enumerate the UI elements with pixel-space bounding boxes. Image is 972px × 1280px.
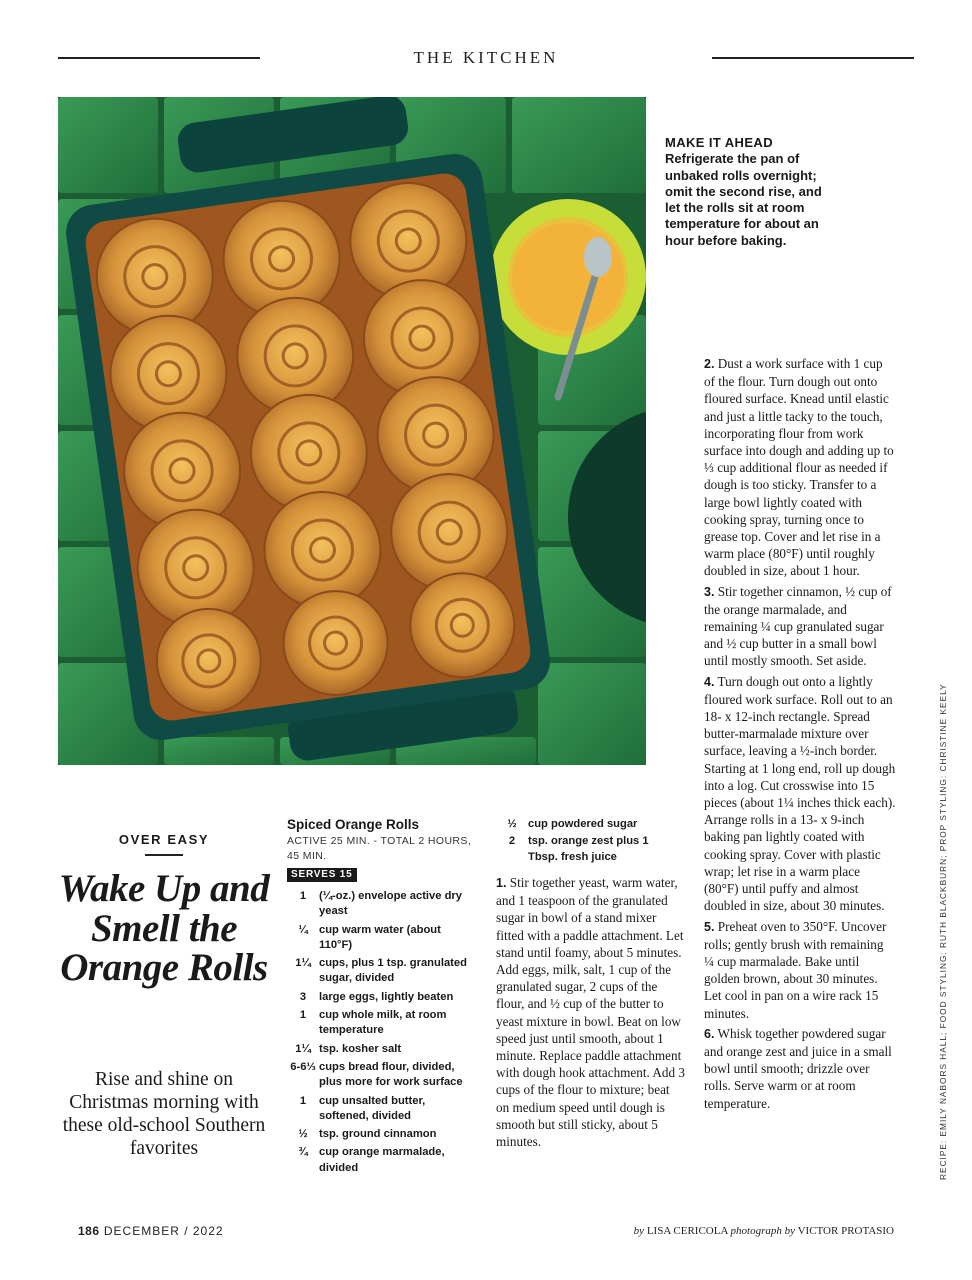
step [704, 1025, 896, 1112]
kicker: OVER EASY [118, 832, 210, 847]
photo-prefix: photograph by [730, 1225, 796, 1237]
ingredient-qty: 1¼ [295, 957, 311, 970]
ingredient-item [287, 923, 477, 954]
recipe-title: Spiced Orange Rolls [287, 817, 420, 832]
ingredient-item [496, 833, 666, 865]
ingredient-item [287, 1008, 477, 1039]
ingredient-item [287, 1127, 477, 1142]
recipe-header [287, 816, 477, 882]
photographer: VICTOR PROTASIO [797, 1225, 894, 1237]
steps-column-2 [704, 355, 896, 1115]
ingredient-text: cup unsalted butter, softened, divided [319, 1094, 426, 1122]
recipe-time: ACTIVE 25 MIN. - TOTAL 2 HOURS, 45 MIN. [287, 835, 472, 862]
step [704, 355, 896, 580]
steps-column-1 [496, 874, 686, 1153]
ingredient-item [287, 1042, 477, 1057]
step-text: Stir together yeast, warm water, and 1 teaspoon of the granulated sugar in bowl of a stand mixer fitted with a paddle attachment. Let stand until foamy, about 5 minutes. Add eggs, milk, salt, 1 cup of the granulated sugar, 2 cups of the flour, and ½ cup of the butter to yeast mixture in bowl. Beat on low speed just until smooth, about 1 minute. Replace paddle attachment with dough hook attachment. Add 3 cups of the flour to mixture; beat on medium speed until dough is smooth but still sticky, about 5 minutes. [496, 875, 685, 1150]
step-text: Stir together cinnamon, ½ cup of the orange marmalade, and remaining ¼ cup granulated sugar and ½ cup butter in a small bowl until mostly smooth. Set aside. [704, 583, 892, 669]
step-text: Preheat oven to 350°F. Uncover rolls; gently brush with remaining ¼ cup marmalade. Bake until golden brown, about 30 minutes. Let cool in pan on a wire rack 15 minutes. [704, 918, 887, 1021]
section-title: THE KITCHEN [413, 48, 559, 67]
step-text: Turn dough out onto a lightly floured work surface. Roll out to an 18- x 12-inch rectangle. Spread butter-marmalade mixture over surface, leaving a ½-inch border. Starting at 1 long end, roll up dough into a log. Cut crosswise into 15 pieces (about 1¼ inches thick each). Arrange rolls in a 13- x 9-inch baking pan lightly coated with cooking spray. Cover with plastic wrap; let rise in a warm place (80°F) until puffy and almost doubled in size, about 30 minutes. [704, 673, 896, 914]
page-number: 186 [78, 1224, 100, 1238]
folio [78, 1224, 224, 1238]
ingredient-qty: 1¼ [295, 1042, 311, 1055]
serves-badge: SERVES 15 [287, 868, 357, 882]
step [704, 583, 896, 670]
ingredient-qty: 1 [299, 1009, 307, 1022]
byline [634, 1225, 894, 1237]
ingredient-qty: 1 [299, 890, 307, 902]
photo-credits: RECIPE: EMILY NABORS HALL; FOOD STYLING: RUTH BLACKBURN; PROP STYLING: CHRISTINE KEELY [938, 683, 948, 1180]
step-number: 6. [704, 1026, 715, 1041]
ingredient-item [287, 889, 477, 920]
ingredient-qty: 2 [508, 835, 516, 847]
ingredient-item [287, 1094, 477, 1125]
step-number: 4. [704, 674, 715, 689]
ingredient-text: cup orange marmalade, divided [319, 1146, 445, 1174]
step [496, 874, 686, 1150]
make-ahead-note [665, 135, 835, 249]
ingredient-qty: ¾ [298, 1146, 308, 1159]
headline: Wake Up and Smell the Orange Rolls [58, 867, 270, 989]
ingredient-text: tsp. ground cinnamon [319, 1128, 437, 1141]
step-text: Whisk together powdered sugar and orange zest and juice in a small bowl until smooth; drizzle over rolls. Serve warm or at room temperature. [704, 1025, 892, 1111]
header-rule-right [712, 57, 914, 59]
ingredient-text: cups, plus 1 tsp. granulated sugar, divided [319, 957, 467, 985]
ingredient-text: cup warm water (about 110°F) [319, 923, 441, 951]
step-number: 5. [704, 919, 715, 934]
ingredient-text: cup whole milk, at room temperature [319, 1009, 447, 1037]
ingredient-qty: 1 [299, 1094, 307, 1107]
step [704, 918, 896, 1022]
author: LISA CERICOLA [646, 1225, 728, 1237]
ingredient-qty: ½ [298, 1128, 308, 1141]
ingredient-text: tsp. orange zest plus 1 Tbsp. fresh juice [528, 835, 649, 863]
ingredient-qty: ¼ [298, 923, 308, 936]
issue-date: DECEMBER / 2022 [103, 1224, 224, 1238]
make-ahead-heading: MAKE IT AHEAD [665, 135, 773, 150]
food-photo [58, 97, 646, 765]
ingredient-item [496, 816, 666, 832]
ingredient-item [287, 990, 477, 1005]
ingredient-text: large eggs, lightly beaten [319, 990, 454, 1003]
kicker-rule [145, 854, 183, 856]
step [704, 673, 896, 915]
ingredient-text: tsp. kosher salt [319, 1042, 402, 1055]
ingredient-qty: 6-6⅓ [290, 1060, 316, 1073]
ingredient-qty: ½ [507, 818, 517, 830]
step-number: 3. [704, 584, 715, 599]
step-number: 2. [704, 357, 715, 371]
dek: Rise and shine on Christmas morning with these old-school Southern favorites [62, 1069, 266, 1159]
ingredient-list-continued [496, 816, 666, 866]
ingredient-item [287, 956, 477, 987]
step-number: 1. [496, 876, 507, 890]
make-ahead-text: Refrigerate the pan of unbaked rolls overnight; omit the second rise, and let the rolls sit at room temperature for about an hour before baking. [665, 151, 822, 248]
ingredient-item [287, 1145, 477, 1176]
byline-prefix: by [633, 1225, 645, 1237]
ingredient-list [287, 889, 477, 1179]
ingredient-text: cups bread flour, divided, plus more for work surface [319, 1060, 463, 1089]
ingredient-text: (¼-oz.) envelope active dry yeast [319, 890, 462, 918]
ingredient-text: cup powdered sugar [528, 818, 638, 830]
step-text: Dust a work surface with 1 cup of the flour. Turn dough out onto floured surface. Knead until elastic and just a little tacky to the touch, incorporating flour from work surface into dough and adding up to ⅓ cup additional flour as needed if dough is too sticky. Transfer to a large bowl lightly coated with cooking spray, turning once to grease top. Cover and let rise in a warm place (80°F) until roughly doubled in size, about 1 hour. [704, 356, 894, 579]
ingredient-item [287, 1060, 477, 1091]
ingredient-qty: 3 [299, 990, 307, 1003]
